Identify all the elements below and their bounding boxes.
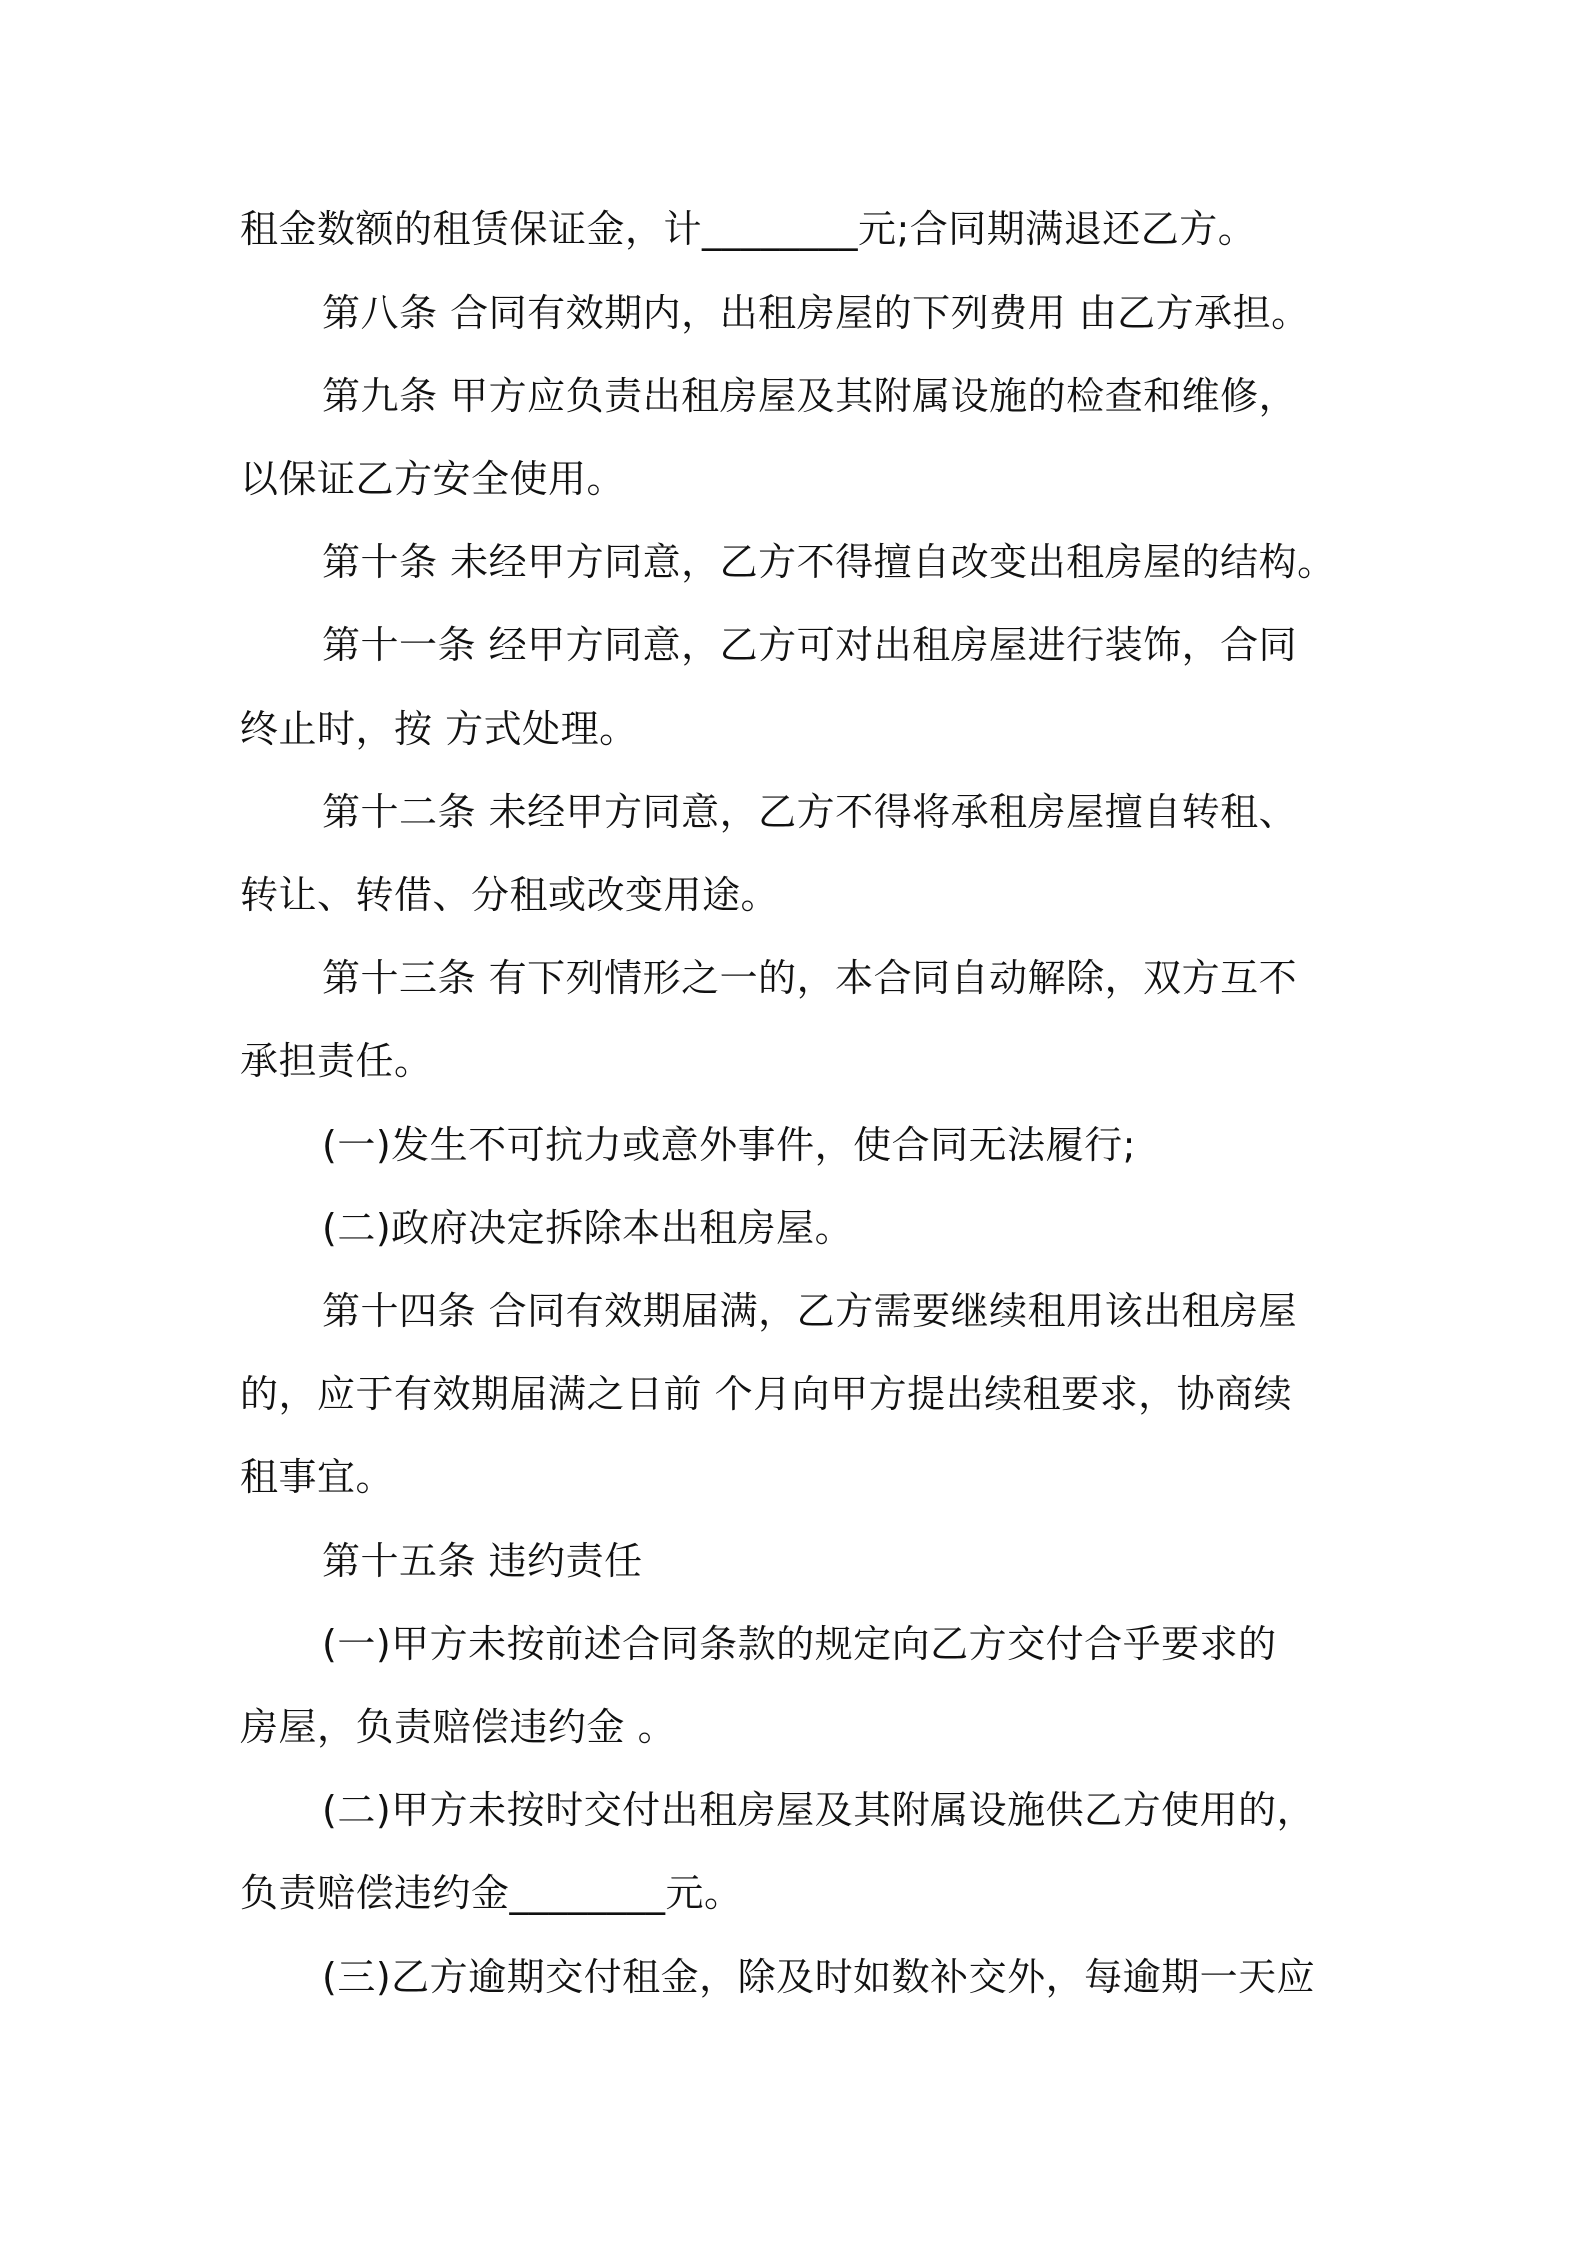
article-14-continued-1: 的，应于有效期届满之日前 个月向甲方提出续租要求，协商续 [240,1372,1293,1416]
article-9: 第九条 甲方应负责出租房屋及其附属设施的检查和维修， [322,374,1298,418]
article-15-item-2-continued: 负责赔偿违约金________元。 [240,1871,743,1915]
text-line-deposit-amount: 租金数额的租赁保证金，计________元;合同期满退还乙方。 [240,207,1257,251]
article-12-continued: 转让、转借、分租或改变用途。 [240,873,780,917]
article-10: 第十条 未经甲方同意，乙方不得擅自改变出租房屋的结构。 [322,540,1336,584]
article-12: 第十二条 未经甲方同意，乙方不得将承租房屋擅自转租、 [322,790,1298,834]
article-8: 第八条 合同有效期内，出租房屋的下列费用 由乙方承担。 [322,291,1310,335]
article-15-item-2: (二)甲方未按时交付出租房屋及其附属设施供乙方使用的， [322,1788,1316,1832]
article-14: 第十四条 合同有效期届满，乙方需要继续租用该出租房屋 [322,1289,1298,1333]
article-13-item-1: (一)发生不可抗力或意外事件，使合同无法履行; [322,1123,1136,1167]
article-11-continued: 终止时，按 方式处理。 [240,707,638,751]
article-11: 第十一条 经甲方同意，乙方可对出租房屋进行装饰，合同 [322,623,1298,667]
article-13-item-2: (二)政府决定拆除本出租房屋。 [322,1206,854,1250]
article-9-continued: 以保证乙方安全使用。 [240,457,626,501]
article-13-continued: 承担责任。 [240,1039,433,1083]
article-14-continued-2: 租事宜。 [240,1455,395,1499]
article-15-item-3: (三)乙方逾期交付租金，除及时如数补交外，每逾期一天应 [322,1955,1316,1999]
article-15-item-1-continued: 房屋，负责赔偿违约金 。 [240,1705,677,1749]
article-15-item-1: (一)甲方未按前述合同条款的规定向乙方交付合乎要求的 [322,1622,1277,1666]
article-13: 第十三条 有下列情形之一的，本合同自动解除，双方互不 [322,956,1298,1000]
article-15-heading: 第十五条 违约责任 [322,1539,643,1583]
